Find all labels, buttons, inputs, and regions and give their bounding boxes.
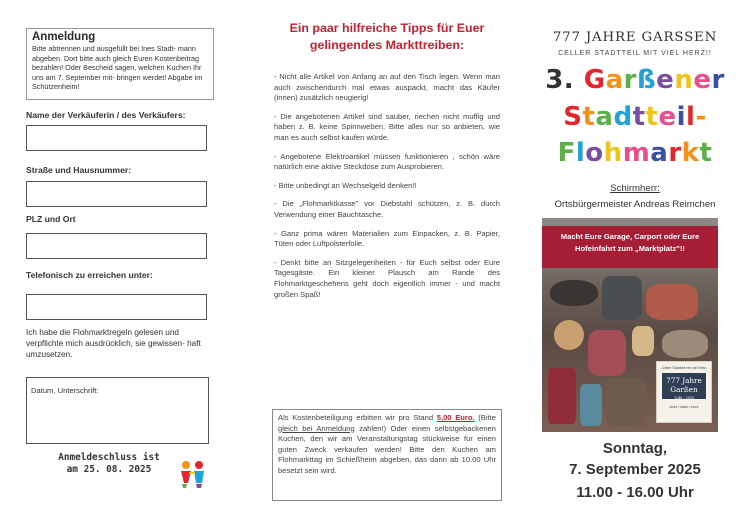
headline-letter: a	[605, 65, 624, 95]
headline-letter: r	[711, 65, 725, 95]
headline-line-1	[535, 65, 735, 95]
jar-shape	[632, 326, 654, 356]
headline-letter: ß	[636, 65, 657, 95]
lamp-shape	[602, 276, 642, 320]
seller-name-field[interactable]	[26, 125, 207, 151]
headline-letter: G	[583, 65, 606, 95]
bottle-shape	[580, 384, 602, 426]
headline-letter: o	[585, 138, 604, 168]
headline-letter: .	[563, 65, 575, 95]
tips-title: Ein paar hilfreiche Tipps für Euer gelingendes Markttreiben:	[289, 21, 485, 52]
headline-letter: m	[622, 138, 651, 168]
fee-text-1: Als Kostenbeteiligung erbitten wir pro Stand	[278, 413, 434, 422]
bag-shape	[646, 284, 698, 320]
headline-letter: k	[681, 138, 700, 168]
headline-line-2	[535, 102, 735, 132]
headline-letter: t	[632, 102, 646, 132]
field-label-street: Straße und Hausnummer:	[26, 165, 132, 175]
headline-letter: l	[686, 102, 696, 132]
dish-shape	[554, 320, 584, 350]
headline-letter: e	[656, 65, 675, 95]
tip-item: - Ganz prima wären Materialien zum Einpacken, z. B. Papier, Tüten oder Luftpolsterfolie.	[274, 228, 500, 249]
headline-line-3	[535, 138, 735, 168]
headline-letter: -	[695, 102, 707, 132]
logo-bottom-text: stolz • stark • bunt	[669, 405, 699, 409]
photo-banner: Macht Eure Garage, Carport oder Eure Hofeinfahrt zum „Marktplatz"!!	[542, 226, 718, 268]
headline-letter: d	[613, 102, 633, 132]
event-time: 11.00 - 16.00 Uhr	[576, 484, 694, 501]
event-date: 7. September 2025	[569, 461, 701, 478]
logo-title-2: Garßen	[670, 384, 698, 394]
deadline-line-2: am 25. 08. 2025	[66, 464, 152, 475]
brand-title: 777 JAHRE GARSSEN	[552, 30, 718, 45]
tip-item: - Nicht alle Artikel von Anfang an auf den Tisch legen. Wenn man auch zwischendurch mal etwas auspackt, macht das Käufer (innen) zusätzlich neugierig!	[274, 72, 500, 103]
postal-city-field[interactable]	[26, 233, 207, 259]
logo-emblem	[662, 373, 706, 399]
tip-item: - Denkt bitte an Sitzgelegenheiten - für Euch selbst oder Eure Tagesgäste. Ein kleiner Plausch am Rande des Flohmarktgeschehens geht doch eigentlich immer - und macht großen Spaß!	[274, 257, 500, 299]
headline-letter: t	[699, 138, 713, 168]
headline-letter: r	[668, 138, 682, 168]
fee-info-box	[272, 409, 502, 501]
deadline-line-1: Anmeldeschluss ist	[58, 452, 160, 463]
logo-top-text: Celler Stadtteil mit viel Herz	[661, 366, 707, 370]
headline-letter: n	[674, 65, 694, 95]
brand-slogan: CELLER STADTTEIL MIT VIEL HERZ!!	[558, 50, 712, 57]
registration-deadline	[44, 452, 174, 476]
logo-title-1: 777 Jahre	[666, 376, 702, 385]
anniversary-logo	[656, 361, 712, 423]
field-label-phone: Telefonisch zu erreichen unter:	[26, 270, 153, 280]
headline-letter: e	[693, 65, 712, 95]
signup-instructions: Bitte abtrennen und ausgefüllt bei Ines Stadt- mann abgeben. Dort bitte auch gleich Euren Kostenbeitrag bezahlen! Oder Bescheid sagen, welchen Kuchen Ihr uns am 7. September mit- bringen werdet! Abgabe im Schützenheim!	[32, 44, 203, 92]
logo-years: 1248 – 2025	[674, 396, 694, 400]
vase-shape	[588, 330, 626, 376]
event-day: Sonntag,	[602, 440, 668, 457]
headline-letter: t	[582, 102, 596, 132]
street-field[interactable]	[26, 181, 207, 207]
cover-panel	[535, 0, 735, 530]
tip-item: - Die angebotenen Artikel sind sauber, riechen nicht muffig und haben z. B. keine Spinnweben. Bitte alles nur so anbieten, wie man es auch selbst kaufen würde.	[274, 111, 500, 142]
registration-panel	[18, 0, 220, 530]
headline-letter: l	[575, 138, 586, 168]
headline-letter: i	[676, 102, 687, 132]
patron-title: Schirmherr:	[610, 183, 660, 194]
patron-name: Ortsbürgermeister Andreas Reimchen	[554, 199, 716, 210]
tip-item: - Die „Flohmarktkasse" vor Diebstahl schützen, z. B. durch Verwendung einer Bauchtasche.	[274, 199, 500, 219]
headline-letter: a	[650, 138, 669, 168]
flea-market-photo	[542, 218, 718, 432]
field-label-name: Name der Verkäuferin / des Verkäufers:	[26, 110, 186, 120]
fee-text-3: zahlen!) Oder einen selbstgebackenen Kuchen, den wir am Veranstaltungstag stückweise für einen guten Zweck verkaufen werden! Bitte den Kuchen am Flohmarkttag im Schießheim abgeben, das dann ab 10.00 Uhr besetzt sein wird.	[278, 423, 496, 475]
mascot-children-icon	[178, 459, 208, 489]
box-shape	[606, 378, 646, 426]
bottle-shape	[548, 368, 576, 424]
tip-item: - Angebotene Elektroartikel müssen funktionieren , schön wäre natürlich eine aktive Steckdose zum Ausprobieren.	[274, 151, 500, 172]
headline-letter: e	[658, 102, 677, 132]
field-label-city: PLZ und Ort	[26, 214, 76, 224]
plate-shape	[662, 330, 708, 358]
headline-letter: a	[595, 102, 614, 132]
fee-pay-on-signup: gleich bei Anmeldung	[278, 423, 355, 433]
headline-letter: S	[563, 102, 583, 132]
headline-letter: t	[645, 102, 659, 132]
signup-title: Anmeldung	[32, 31, 96, 43]
tip-item: - Bitte unbedingt an Wechselgeld denken!!	[274, 180, 417, 190]
headline-letter: F	[557, 138, 576, 168]
headline-letter: h	[603, 138, 623, 168]
signup-info-box	[26, 28, 214, 100]
agreement-text: Ich habe die Flohmarktregeln gelesen und verpflichte mich ausdrücklich, sie gewissen- haft umzusetzen.	[26, 328, 201, 359]
fee-text-2: (Bitte	[478, 413, 497, 422]
signature-field[interactable]	[26, 377, 209, 444]
phone-field[interactable]	[26, 294, 207, 320]
signature-label: Datum, Unterschrift:	[31, 386, 99, 395]
tips-list	[274, 72, 500, 308]
headline-letter: r	[623, 65, 637, 95]
headline-letter	[574, 65, 584, 95]
headline-letter: 3	[545, 65, 564, 95]
hat-shape	[550, 280, 598, 306]
tips-panel	[272, 0, 502, 530]
fee-amount: 5,00 Euro.	[436, 413, 475, 422]
